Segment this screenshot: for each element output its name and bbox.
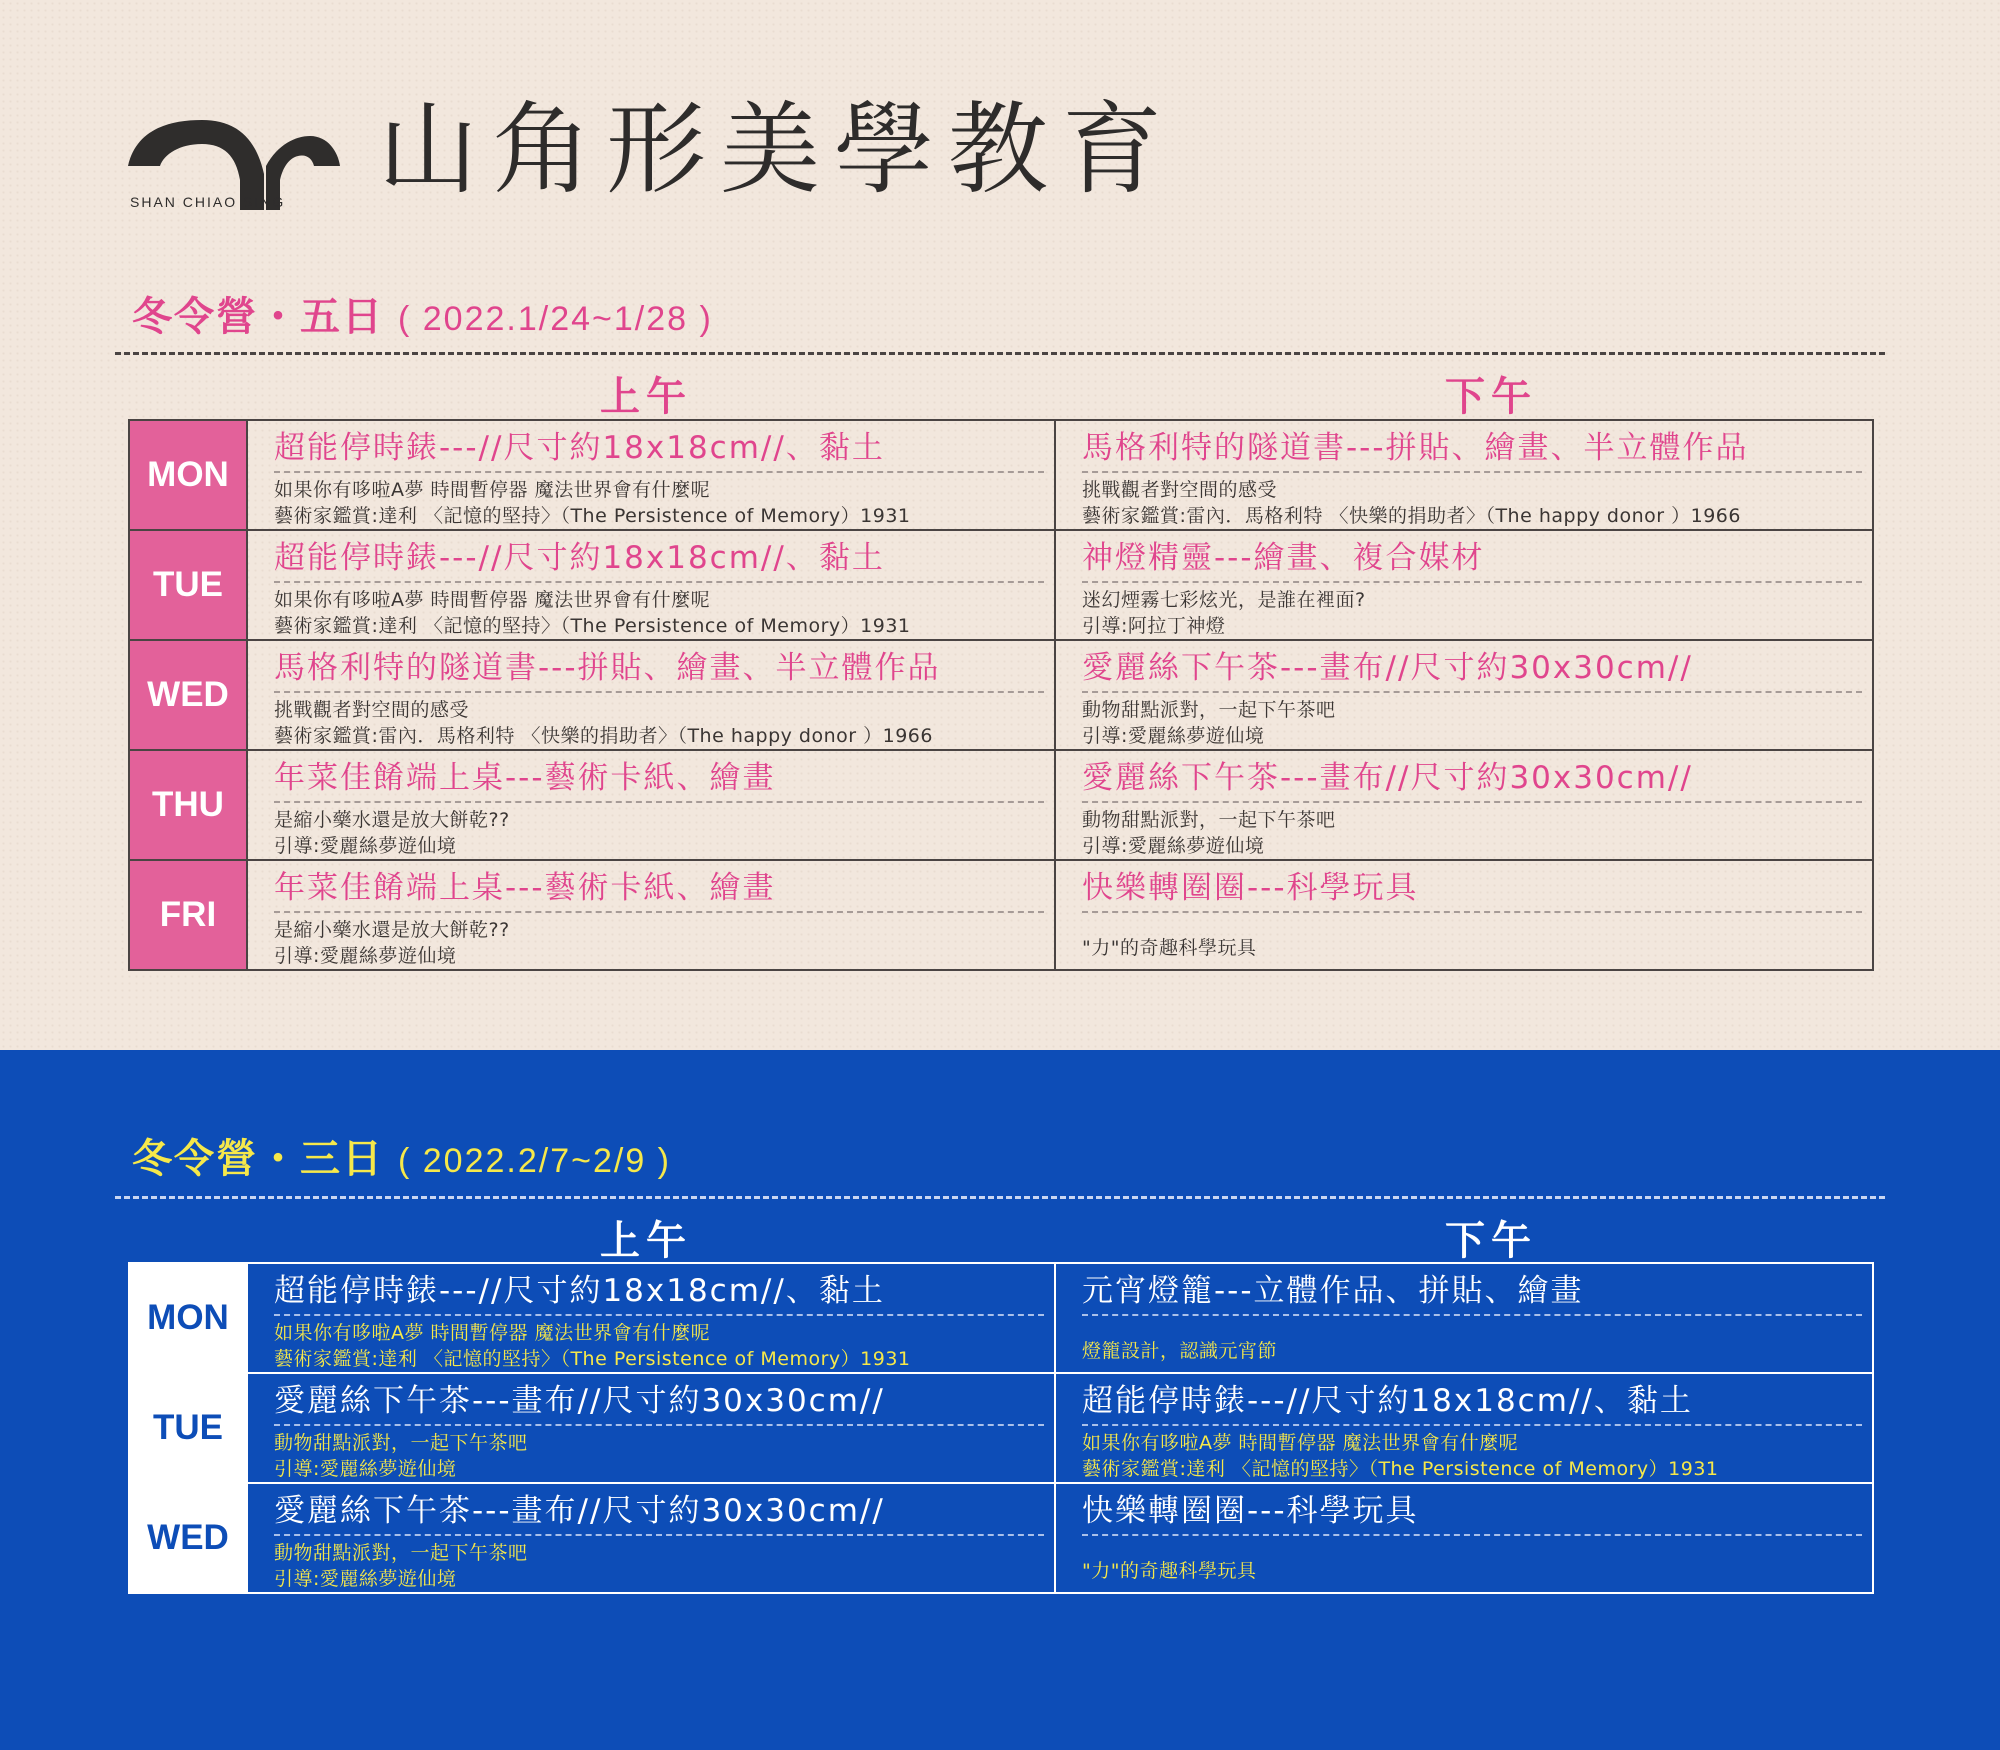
morning-header: 上午 — [600, 374, 692, 420]
day-label: TUE — [129, 1373, 247, 1483]
activity-description — [1056, 477, 1872, 529]
activity-description-line: 如果你有哆啦A夢 時間暫停器 魔法世界會有什麼呢 — [274, 479, 711, 501]
schedule-row — [129, 860, 1873, 970]
activity-title: 神燈精靈---繪畫、複合媒材 — [1082, 539, 1862, 583]
activity-description-line: 引導:愛麗絲夢遊仙境 — [274, 1458, 457, 1480]
activity-description-line: 藝術家鑑賞:達利 〈記憶的堅持〉（The Persistence of Memory）1931 — [1082, 1458, 1719, 1480]
activity-description-line: 迷幻煙霧七彩炫光，是誰在裡面? — [1082, 589, 1366, 611]
five-day-title — [132, 285, 713, 342]
activity-description-line: 引導:愛麗絲夢遊仙境 — [274, 835, 457, 857]
activity-title: 愛麗絲下午茶---畫布//尺寸約30x30cm// — [274, 1382, 1044, 1426]
activity-description — [248, 1430, 1054, 1482]
afternoon-activity-cell — [1055, 750, 1873, 860]
afternoon-activity-cell — [1055, 1373, 1873, 1483]
activity-description-line: "力"的奇趣科學玩具 — [1082, 1560, 1257, 1582]
afternoon-activity-cell — [1055, 1263, 1873, 1373]
activity-description-line: "力"的奇趣科學玩具 — [1082, 937, 1257, 959]
activity-description-line: 動物甜點派對，一起下午茶吧 — [1082, 699, 1336, 721]
schedule-row — [129, 1483, 1873, 1593]
afternoon-header: 下午 — [1445, 1218, 1537, 1264]
activity-description-line: 如果你有哆啦A夢 時間暫停器 魔法世界會有什麼呢 — [1082, 1432, 1519, 1454]
activity-title: 快樂轉圈圈---科學玩具 — [1082, 869, 1862, 913]
activity-description-line: 動物甜點派對，一起下午茶吧 — [274, 1432, 528, 1454]
activity-description — [248, 587, 1054, 639]
activity-description-line: 是縮小藥水還是放大餅乾?? — [274, 809, 510, 831]
activity-title: 元宵燈籠---立體作品、拼貼、繪畫 — [1082, 1272, 1862, 1316]
activity-title: 年菜佳餚端上桌---藝術卡紙、繪畫 — [274, 869, 1044, 913]
activity-description-line: 燈籠設計，認識元宵節 — [1082, 1340, 1278, 1362]
brand-title: 山角形美學教育 — [378, 91, 1176, 208]
schedule-row — [129, 1373, 1873, 1483]
activity-description — [248, 1320, 1054, 1372]
morning-activity-cell — [247, 1373, 1055, 1483]
schedule-row — [129, 530, 1873, 640]
morning-activity-cell — [247, 530, 1055, 640]
activity-description — [1056, 697, 1872, 749]
three-day-title — [132, 1127, 671, 1184]
five-day-title-text: 冬令營・五日 — [132, 294, 384, 340]
activity-title: 馬格利特的隧道書---拼貼、繪畫、半立體作品 — [1082, 429, 1862, 473]
activity-description-line: 藝術家鑑賞:雷內．馬格利特 〈快樂的捐助者〉（The happy donor ）1966 — [1082, 505, 1741, 527]
day-label: THU — [129, 750, 247, 860]
activity-description — [1056, 913, 1872, 961]
afternoon-activity-cell — [1055, 420, 1873, 530]
activity-description-line: 藝術家鑑賞:達利 〈記憶的堅持〉（The Persistence of Memory）1931 — [274, 1348, 911, 1370]
activity-description — [248, 807, 1054, 859]
morning-activity-cell — [247, 1483, 1055, 1593]
schedule-row — [129, 420, 1873, 530]
activity-description — [248, 697, 1054, 749]
activity-description — [1056, 1430, 1872, 1482]
five-day-date-range: ( 2022.1/24~1/28 ) — [398, 300, 713, 338]
activity-description-line: 挑戰觀者對空間的感受 — [274, 699, 470, 721]
day-label: MON — [129, 420, 247, 530]
activity-title: 超能停時錶---//尺寸約18x18cm//、黏土 — [274, 429, 1044, 473]
activity-title: 愛麗絲下午茶---畫布//尺寸約30x30cm// — [1082, 649, 1862, 693]
morning-activity-cell — [247, 640, 1055, 750]
day-label: FRI — [129, 860, 247, 970]
activity-description-line: 藝術家鑑賞:達利 〈記憶的堅持〉（The Persistence of Memory）1931 — [274, 505, 911, 527]
section-divider — [115, 1196, 1885, 1199]
three-day-title-text: 冬令營・三日 — [132, 1136, 384, 1182]
afternoon-activity-cell — [1055, 860, 1873, 970]
activity-description — [1056, 1536, 1872, 1584]
activity-title: 愛麗絲下午茶---畫布//尺寸約30x30cm// — [274, 1492, 1044, 1536]
afternoon-activity-cell — [1055, 640, 1873, 750]
activity-description-line: 挑戰觀者對空間的感受 — [1082, 479, 1278, 501]
morning-activity-cell — [247, 420, 1055, 530]
day-label: MON — [129, 1263, 247, 1373]
three-day-section — [0, 1050, 2000, 1750]
activity-title: 超能停時錶---//尺寸約18x18cm//、黏土 — [1082, 1382, 1862, 1426]
activity-title: 愛麗絲下午茶---畫布//尺寸約30x30cm// — [1082, 759, 1862, 803]
activity-description-line: 如果你有哆啦A夢 時間暫停器 魔法世界會有什麼呢 — [274, 1322, 711, 1344]
activity-description-line: 是縮小藥水還是放大餅乾?? — [274, 919, 510, 941]
activity-description — [1056, 1316, 1872, 1364]
activity-description — [248, 477, 1054, 529]
day-label: WED — [129, 1483, 247, 1593]
afternoon-header: 下午 — [1445, 374, 1537, 420]
day-label: WED — [129, 640, 247, 750]
activity-title: 超能停時錶---//尺寸約18x18cm//、黏土 — [274, 1272, 1044, 1316]
activity-description-line: 引導:阿拉丁神燈 — [1082, 615, 1226, 637]
five-day-schedule-table — [128, 419, 1874, 971]
activity-description-line: 動物甜點派對，一起下午茶吧 — [1082, 809, 1336, 831]
afternoon-activity-cell — [1055, 530, 1873, 640]
activity-description-line: 引導:愛麗絲夢遊仙境 — [1082, 725, 1265, 747]
activity-description — [1056, 587, 1872, 639]
activity-description — [248, 1540, 1054, 1592]
three-day-date-range: ( 2022.2/7~2/9 ) — [398, 1142, 672, 1180]
morning-activity-cell — [247, 1263, 1055, 1373]
activity-title: 年菜佳餚端上桌---藝術卡紙、繪畫 — [274, 759, 1044, 803]
afternoon-activity-cell — [1055, 1483, 1873, 1593]
schedule-row — [129, 750, 1873, 860]
schedule-row — [129, 1263, 1873, 1373]
day-label: TUE — [129, 530, 247, 640]
activity-title: 馬格利特的隧道書---拼貼、繪畫、半立體作品 — [274, 649, 1044, 693]
activity-description-line: 藝術家鑑賞:雷內．馬格利特 〈快樂的捐助者〉（The happy donor ）1966 — [274, 725, 933, 747]
activity-description-line: 如果你有哆啦A夢 時間暫停器 魔法世界會有什麼呢 — [274, 589, 711, 611]
activity-description-line: 引導:愛麗絲夢遊仙境 — [1082, 835, 1265, 857]
activity-description-line: 引導:愛麗絲夢遊仙境 — [274, 1568, 457, 1590]
schedule-row — [129, 640, 1873, 750]
activity-description — [1056, 807, 1872, 859]
section-divider — [115, 352, 1885, 355]
morning-activity-cell — [247, 750, 1055, 860]
activity-description-line: 引導:愛麗絲夢遊仙境 — [274, 945, 457, 967]
activity-title: 超能停時錶---//尺寸約18x18cm//、黏土 — [274, 539, 1044, 583]
morning-header: 上午 — [600, 1218, 692, 1264]
activity-description-line: 動物甜點派對，一起下午茶吧 — [274, 1542, 528, 1564]
activity-description — [248, 917, 1054, 969]
logo-subtitle: SHAN CHIAO SING — [130, 194, 286, 210]
activity-title: 快樂轉圈圈---科學玩具 — [1082, 1492, 1862, 1536]
morning-activity-cell — [247, 860, 1055, 970]
three-day-schedule-table — [128, 1262, 1874, 1594]
activity-description-line: 藝術家鑑賞:達利 〈記憶的堅持〉（The Persistence of Memory）1931 — [274, 615, 911, 637]
